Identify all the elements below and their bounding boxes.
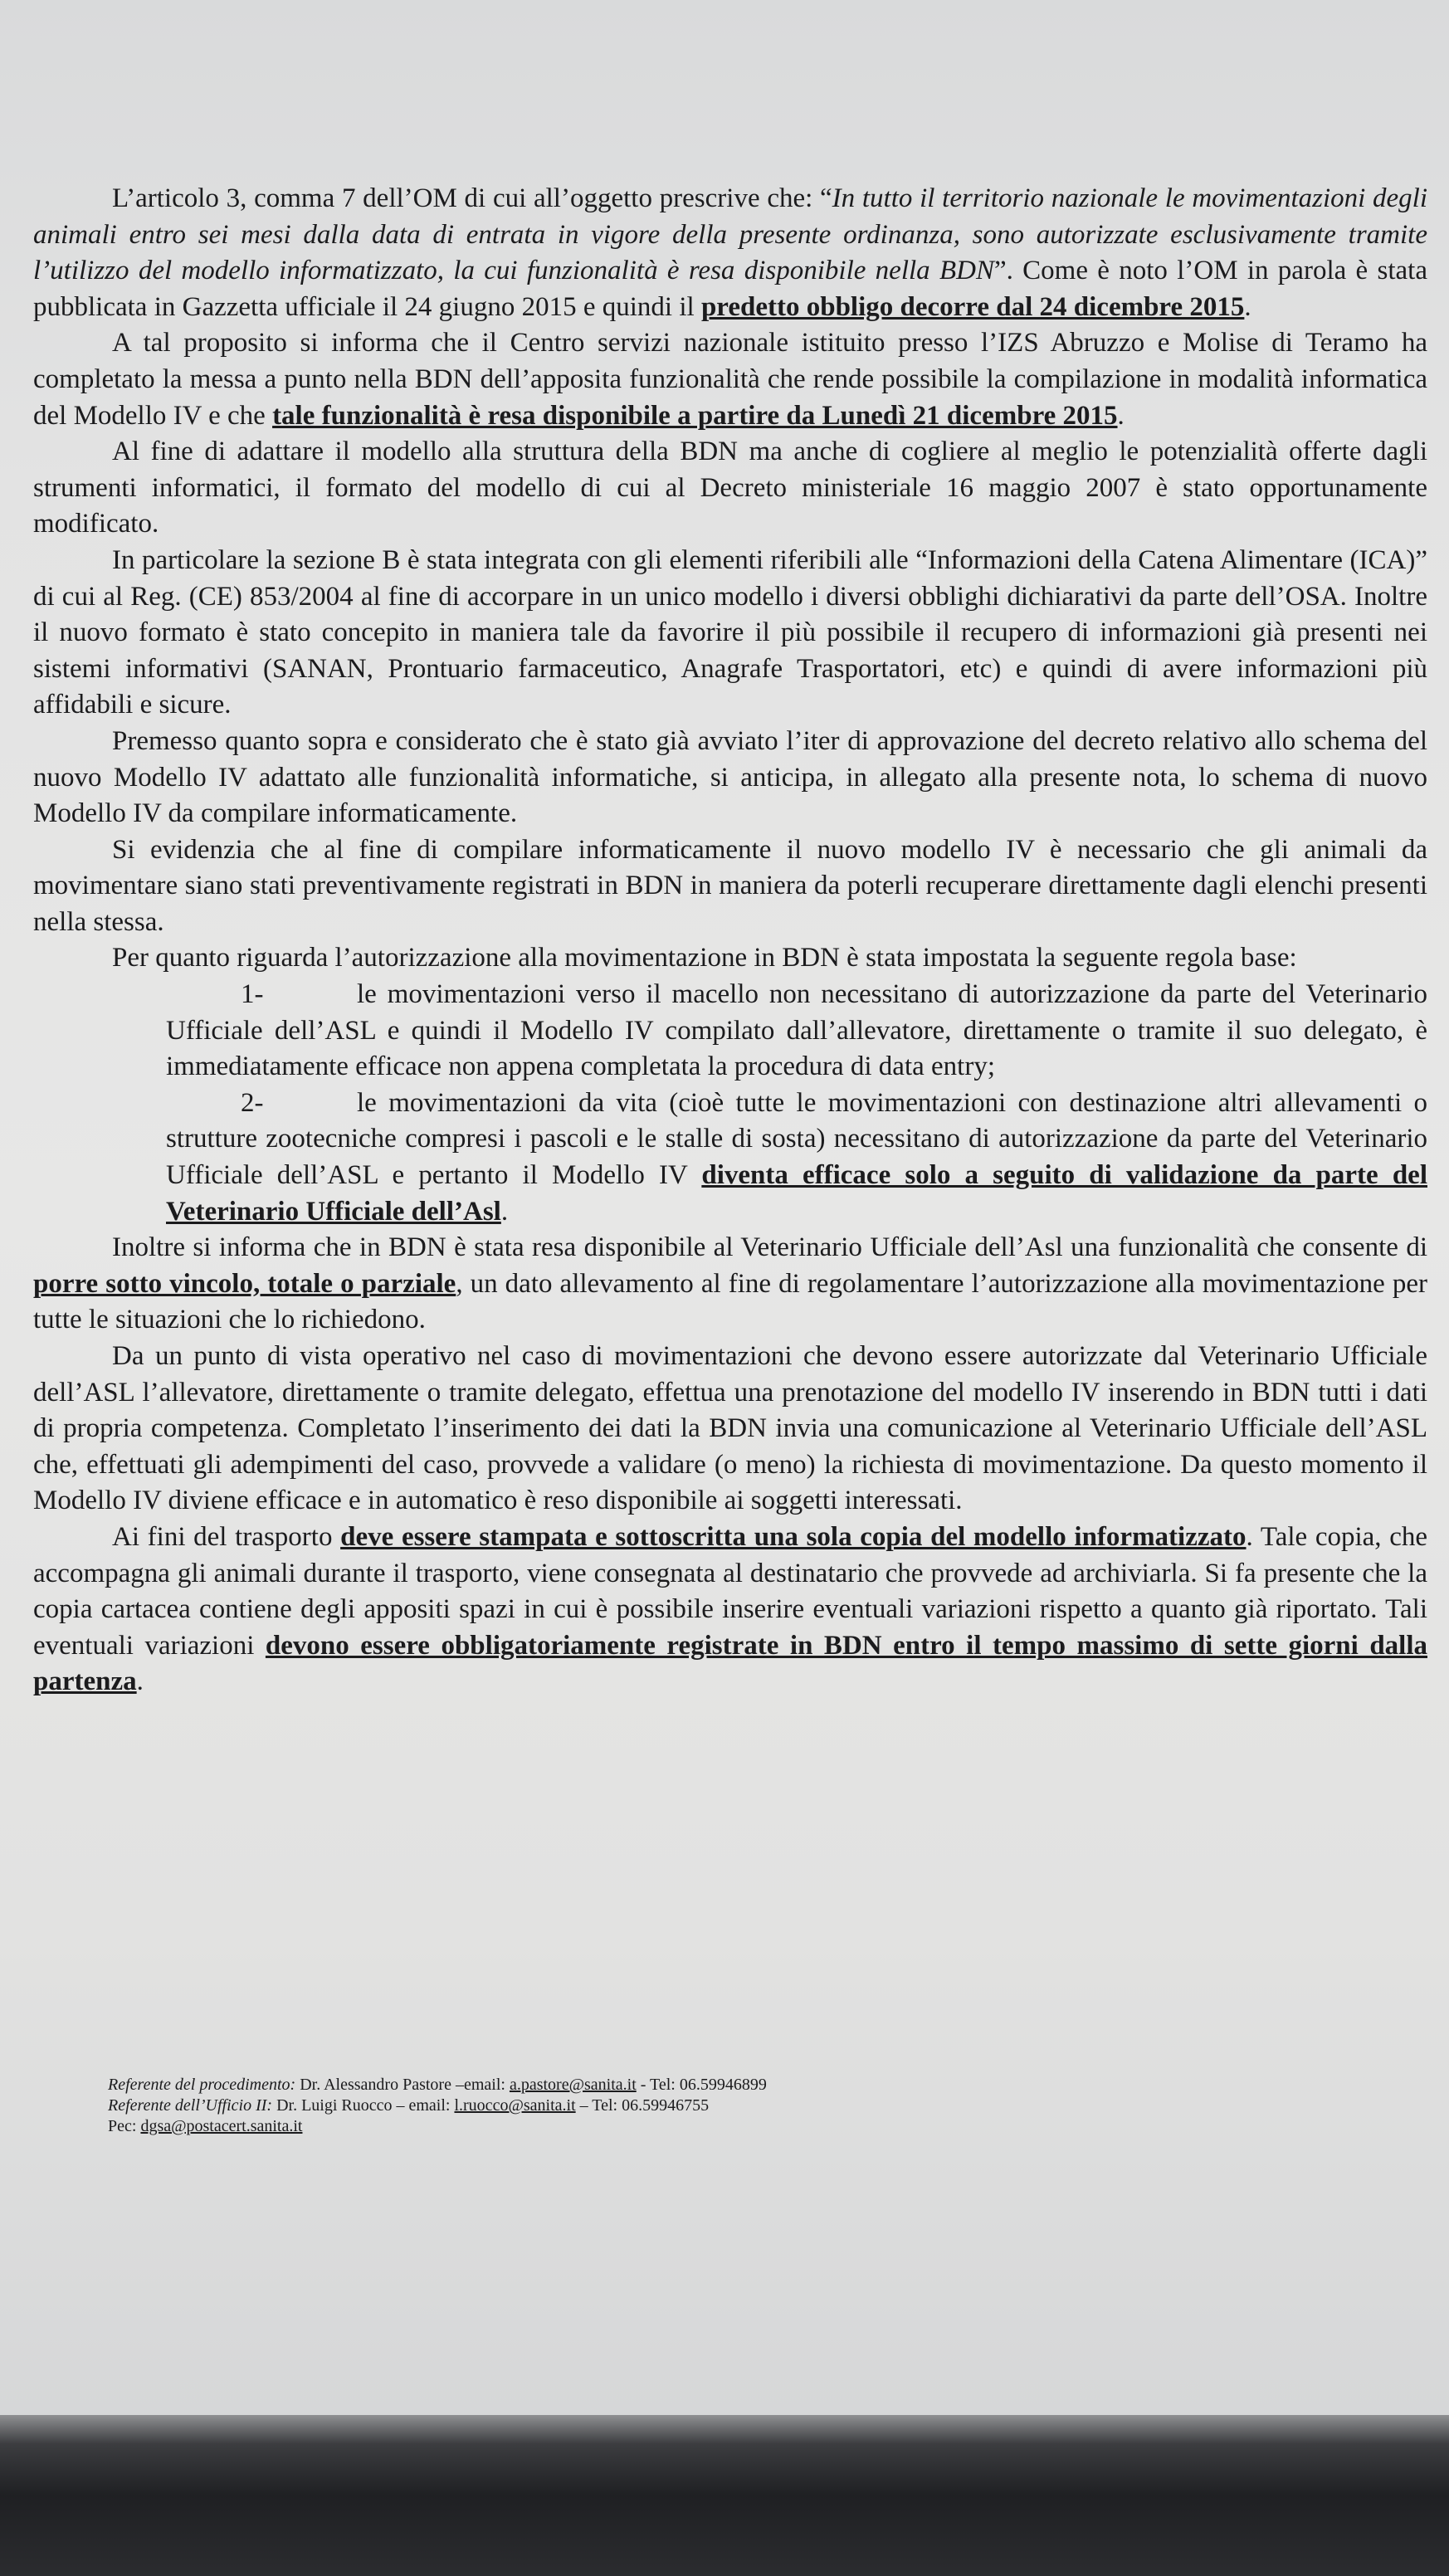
background-surface <box>0 2415 1449 2576</box>
paragraphs-section-2 <box>33 1230 1427 1700</box>
email-link[interactable]: l.ruocco@sanita.it <box>454 2096 576 2115</box>
footer-line-referente-ufficio <box>108 2095 1104 2116</box>
paragraph <box>33 832 1427 941</box>
text-segment: le movimentazioni verso il macello non necessitano di autorizzazione da parte del Veterinario Ufficiale dell’ASL e quindi il Modello IV compilato dall’allevatore, direttamente o tramite il suo delegato, è immediatamente efficace non appena completata la procedura di data entry; <box>166 979 1427 1082</box>
text-segment: . <box>136 1666 144 1697</box>
footer-phone: – Tel: 06.59946755 <box>575 2096 710 2115</box>
text-segment: . Tale copia, che accompagna gli animali durante il trasporto, viene consegnata al destinatario che provvede ad archiviarla. Si fa presente che la copia cartacea contiene degli appositi spazi in cui è possibile inserire eventuali variazioni rispetto a quanto già riportato. Tali eventuali variazioni <box>33 1521 1427 1661</box>
text-segment: Ai fini del trasporto <box>112 1521 341 1552</box>
paragraphs-section-1 <box>33 181 1427 977</box>
text-segment: , un dato allevamento al fine di regolamentare l’autorizzazione alla movimentazione per tutte le situazioni che lo richiedono. <box>33 1268 1427 1335</box>
list-item <box>166 1086 1427 1230</box>
footer-line-pec <box>108 2116 1104 2137</box>
emphasized-text: deve essere stampata e sottoscritta una sola copia del modello informatizzato <box>340 1521 1247 1552</box>
footer-line-referente-procedimento <box>108 2075 1104 2095</box>
text-segment: Inoltre si informa che in BDN è stata resa disponibile al Veterinario Ufficiale dell’Asl una funzionalità che consente di <box>112 1232 1427 1263</box>
contacts-footer <box>108 2075 1104 2137</box>
list-item <box>166 977 1427 1086</box>
text-segment: . <box>1244 291 1251 322</box>
paragraph <box>33 940 1427 977</box>
footer-label: Referente dell’Ufficio II: <box>108 2096 273 2115</box>
paragraph <box>33 724 1427 832</box>
paragraph <box>33 543 1427 724</box>
email-link[interactable]: a.pastore@sanita.it <box>509 2076 637 2094</box>
footer-text: Dr. Alessandro Pastore –email: <box>295 2076 510 2094</box>
text-segment: Al fine di adattare il modello alla struttura della BDN ma anche di cogliere al meglio le potenzialità offerte dagli strumenti informatici, il formato del modello di cui al Decreto ministeriale 16 maggio 2007 è stato opportunamente modificato. <box>33 437 1427 539</box>
text-segment: A tal proposito si informa che il Centro servizi nazionale istituito presso l’IZS Abruzzo e Molise di Teramo ha completato la messa a punto nella BDN dell’apposita funzionalità che rende possibile la compilazione in modalità informatica del Modello IV e che <box>33 328 1427 431</box>
text-segment: le movimentazioni da vita (cioè tutte le movimentazioni con destinazione altri allevamenti o strutture zootecniche compresi i pascoli e le stalle di sosta) necessitano di autorizzazione da parte del Veterinario Ufficiale dell’ASL e pertanto il Modello IV <box>166 1087 1427 1191</box>
emphasized-text: porre sotto vincolo, totale o parziale <box>33 1268 456 1299</box>
footer-label: Referente del procedimento: <box>108 2076 296 2094</box>
emphasized-text: diventa efficace solo a seguito di validazione da parte del Veterinario Ufficiale dell’Asl <box>166 1160 1427 1227</box>
text-segment: L’articolo 3, comma 7 dell’OM di cui all’oggetto prescrive che: “ <box>112 183 832 213</box>
text-segment: Per quanto riguarda l’autorizzazione alla movimentazione in BDN è stata impostata la seguente regola base: <box>112 943 1297 973</box>
footer-phone: - Tel: 06.59946899 <box>636 2076 767 2094</box>
paragraph <box>33 181 1427 325</box>
emphasized-text: tale funzionalità è resa disponibile a partire da Lunedì 21 dicembre 2015 <box>272 400 1118 431</box>
pec-email-link[interactable]: dgsa@postacert.sanita.it <box>140 2117 303 2135</box>
text-segment: ”. Come è noto l’OM in parola è stata pubblicata in Gazzetta ufficiale il 24 giugno 2015 e quindi il <box>33 256 1427 322</box>
footer-text: Dr. Luigi Ruocco – email: <box>272 2096 455 2115</box>
text-segment: Da un punto di vista operativo nel caso di movimentazioni che devono essere autorizzate dal Veterinario Ufficiale dell’ASL l’allevatore, direttamente o tramite delegato, effettua una prenotazione del modello IV inserendo in BDN tutti i dati di propria competenza. Completato l’inserimento dei dati la BDN invia una comunicazione al Veterinario Ufficiale dell’ASL che, effettuati gli adempimenti del caso, provvede a validare (o meno) la richiesta di movimentazione. Da questo momento il Modello IV diviene efficace e in automatico è reso disponibile ai soggetti interessati. <box>33 1341 1427 1516</box>
emphasized-text: predetto obbligo decorre dal 24 dicembre 2015 <box>700 291 1245 322</box>
text-segment: Premesso quanto sopra e considerato che è stato già avviato l’iter di approvazione del decreto relativo allo schema del nuovo Modello IV adattato alle funzionalità informatiche, si anticipa, in allegato alla presente nota, lo schema di nuovo Modello IV da compilare informaticamente. <box>33 725 1427 829</box>
paragraph <box>33 434 1427 543</box>
paragraph <box>33 325 1427 434</box>
text-segment: . <box>500 1196 509 1227</box>
text-segment: . <box>1117 400 1125 431</box>
footer-label: Pec: <box>108 2117 141 2135</box>
text-segment: In particolare la sezione B è stata integrata con gli elementi riferibili alle “Informazioni della Catena Alimentare (ICA)” di cui al Reg. (CE) 853/2004 al fine di accorpare in un unico modello i diversi obblighi dichiarativi da parte dell’OSA. Inoltre il nuovo formato è stato concepito in maniera tale da favorire il più possibile il recupero di informazioni già presenti nei sistemi informativi (SANAN, Prontuario farmaceutico, Anagrafe Trasportatori, etc) e quindi di avere informazioni più affidabili e sicure. <box>33 544 1427 720</box>
paragraph <box>33 1230 1427 1339</box>
quoted-text: In tutto il territorio nazionale le movimentazioni degli animali entro sei mesi dalla data di entrata in vigore della presente ordinanza, sono autorizzate esclusivamente tramite l’utilizzo del modello informatizzato, la cui funzionalità è resa disponibile nella BDN <box>33 183 1427 286</box>
letter-body <box>33 181 1427 1700</box>
paragraph <box>33 1520 1427 1700</box>
emphasized-text: devono essere obbligatoriamente registrate in BDN entro il tempo massimo di sette giorni dalla partenza <box>33 1630 1428 1697</box>
rules-list <box>33 977 1427 1230</box>
list-number: 1- <box>241 979 264 1010</box>
list-number: 2- <box>241 1087 264 1118</box>
paragraph <box>33 1339 1427 1520</box>
text-segment: Si evidenzia che al fine di compilare informaticamente il nuovo modello IV è necessario che gli animali da movimentare siano stati preventivamente registrati in BDN in maniera da poterli recuperare direttamente dagli elenchi presenti nella stessa. <box>33 834 1427 937</box>
